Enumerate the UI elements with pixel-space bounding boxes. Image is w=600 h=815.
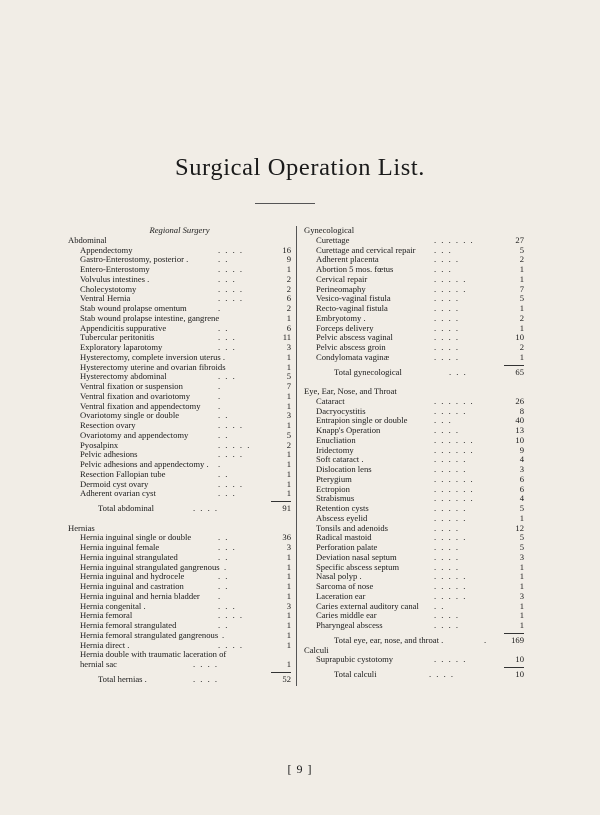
item-label: Entero-Enterostomy: [80, 264, 150, 274]
leader-dots: .: [218, 590, 222, 601]
item-label: Hernia inguinal single or double: [80, 532, 192, 543]
item-label: Adherent placenta: [316, 254, 379, 265]
item-label: Ventral Hernia: [80, 293, 131, 304]
item-label: Resection Fallopian tube: [80, 468, 166, 479]
leader-dots: . .: [218, 571, 229, 582]
item-label: Nasal polyp .: [316, 571, 362, 582]
leader-dots: . . . . .: [434, 454, 467, 465]
item-label: Recto-vaginal fistula: [316, 303, 388, 313]
item-label: Dislocation lens: [316, 464, 372, 474]
item-count: 13: [515, 425, 524, 435]
leader-dots: . . . .: [434, 342, 460, 352]
leader-dots: . . . .: [434, 522, 460, 533]
leader-dots: . . . .: [193, 673, 219, 684]
right-column: [304, 226, 524, 680]
item-count: 1: [286, 581, 291, 591]
item-label: Volvulus intestines .: [80, 273, 150, 284]
item-label: Sarcoma of nose: [316, 581, 374, 591]
item-label: Radical mastoid: [316, 532, 372, 543]
leader-dots: . .: [218, 254, 229, 265]
leader-dots: . . . .: [218, 293, 244, 304]
leader-dots: .: [222, 629, 226, 640]
item-label: Adherent ovarian cyst: [80, 488, 156, 499]
item-label: Hernia femoral strangulated: [80, 620, 177, 630]
leader-dots: . . . . .: [434, 273, 467, 284]
item-count: 10: [515, 434, 524, 445]
item-label: Deviation nasal septum: [316, 551, 397, 562]
item-count: 1: [286, 390, 291, 401]
leader-dots: . . .: [218, 600, 237, 611]
item-label: Retention cysts: [316, 503, 369, 513]
item-count: 16: [282, 244, 291, 255]
item-label: Appendicitis suppurative: [80, 322, 167, 333]
item-count: 3: [519, 551, 524, 562]
item-label: Hernia inguinal and hydrocele: [80, 571, 185, 582]
item-count: 3: [519, 590, 524, 601]
total-value: 169: [511, 634, 524, 645]
item-label: Knapp's Operation: [316, 425, 381, 435]
leader-dots: . . . .: [434, 312, 460, 323]
item-label: Suprapubic cystotomy: [316, 654, 394, 665]
item-label: Caries external auditory canal: [316, 600, 419, 611]
item-count: 11: [282, 332, 291, 343]
leader-dots: . . . .: [434, 551, 460, 562]
item-count: 4: [519, 454, 524, 465]
calculi-heading: Calculi: [304, 644, 329, 655]
left-column: [68, 226, 291, 685]
item-count: 1: [286, 639, 291, 650]
item-label: Abscess eyelid: [316, 512, 368, 523]
item-label: Cervical repair: [316, 273, 368, 284]
leader-dots: . . .: [434, 244, 453, 255]
leader-dots: . .: [218, 581, 229, 591]
leader-dots: . . . . . .: [434, 234, 475, 245]
leader-dots: . .: [218, 551, 229, 562]
leader-dots: . . . .: [429, 669, 455, 679]
leader-dots: . .: [218, 322, 229, 333]
leader-dots: . . . . . .: [434, 473, 475, 484]
item-label: Ovariotomy and appendectomy: [80, 429, 189, 440]
leader-dots: . . . . .: [434, 512, 467, 523]
item-count: 1: [286, 659, 291, 669]
leader-dots: . . . . .: [434, 283, 467, 294]
item-count: 6: [519, 473, 524, 484]
item-label: Cataract: [316, 395, 345, 406]
hernia-double-row-2: hernial sac . . . . 1: [80, 659, 291, 669]
leader-dots: . .: [218, 620, 229, 630]
leader-dots: . . . .: [434, 542, 460, 552]
list-item: [68, 489, 291, 499]
item-count: 40: [515, 415, 524, 426]
gynecological-list: [304, 236, 524, 363]
leader-dots: . . . . . .: [434, 493, 475, 504]
leader-dots: . . .: [434, 264, 453, 274]
item-label: Laceration ear: [316, 590, 366, 601]
leader-dots: . . .: [449, 366, 468, 377]
item-label: Abortion 5 mos. fœtus: [316, 264, 394, 274]
leader-dots: . . . . .: [218, 439, 251, 450]
item-label: Stab wound prolapse intestine, gangrene: [80, 312, 220, 323]
item-count: 5: [519, 532, 524, 543]
item-label: Caries middle ear: [316, 610, 377, 621]
item-label: Hernia inguinal strangulated: [80, 551, 178, 562]
page-title: Surgical Operation List.: [174, 154, 426, 181]
item-count: 5: [519, 503, 524, 513]
item-count: 9: [286, 254, 291, 265]
item-count: 1: [286, 590, 291, 601]
hernias-list: [68, 533, 291, 650]
title-divider: [255, 203, 315, 204]
leader-dots: . . . .: [434, 425, 460, 435]
leader-dots: .: [218, 400, 222, 411]
item-label: Pyosalpinx: [80, 439, 119, 450]
column-divider: [296, 226, 297, 686]
leader-dots: . . .: [434, 415, 453, 426]
item-count: 7: [286, 381, 291, 391]
leader-dots: . . . .: [434, 332, 460, 343]
leader-dots: . . . . .: [434, 581, 467, 591]
item-label: Hernia femoral strangulated gangrenous: [80, 629, 219, 640]
item-count: 1: [519, 322, 524, 333]
total-label: Total abdominal: [98, 503, 154, 513]
item-label: Hernia direct .: [80, 639, 130, 650]
item-label: Curettage: [316, 234, 350, 245]
item-count: 1: [286, 264, 291, 274]
item-count: 1: [519, 610, 524, 621]
item-count: 1: [286, 449, 291, 460]
list-item: [304, 353, 524, 363]
item-count: 1: [286, 420, 291, 430]
leader-dots: . . . .: [218, 478, 244, 489]
item-label: Stab wound prolapse omentum: [80, 303, 187, 313]
leader-dots: . . . .: [218, 610, 244, 621]
total-label: Total hernias .: [98, 673, 147, 684]
total-label: Total eye, ear, nose, and throat .: [334, 634, 444, 645]
item-label: Ovariotomy single or double: [80, 410, 180, 421]
leader-dots: .: [218, 303, 222, 313]
leader-dots: . .: [218, 429, 229, 440]
leader-dots: . . . .: [193, 659, 219, 669]
item-count: 12: [515, 522, 524, 533]
item-label: Tubercular peritonitis: [80, 332, 155, 343]
item-label: Pelvic abscess vaginal: [316, 332, 393, 343]
leader-dots: . . . . . .: [434, 483, 475, 494]
leader-dots: . . .: [218, 542, 237, 552]
calculi-total-row: [304, 670, 524, 680]
leader-dots: . . . .: [218, 420, 244, 430]
item-count: 1: [519, 512, 524, 523]
leader-dots: . . .: [218, 332, 237, 343]
item-label: Ventral fixation or suspension: [80, 381, 183, 391]
item-label: Tonsils and adenoids: [316, 522, 388, 533]
leader-dots: .: [224, 561, 228, 572]
leader-dots: .: [484, 634, 488, 645]
leader-dots: . . . .: [434, 322, 460, 333]
item-label: Dacryocystitis: [316, 405, 366, 416]
item-count: 2: [286, 439, 291, 450]
item-label: Ventral fixation and appendectomy: [80, 400, 201, 411]
leader-dots: . . . .: [434, 620, 460, 630]
item-count: 5: [519, 293, 524, 304]
leader-dots: . . . .: [193, 503, 219, 513]
item-count: 3: [286, 600, 291, 611]
leader-dots: .: [218, 390, 222, 401]
item-label: Condylomata vaginæ: [316, 351, 390, 362]
leader-dots: . .: [218, 468, 229, 479]
hernia-double-row-1: Hernia double with traumatic laceration of: [80, 649, 227, 660]
leader-dots: . . . . .: [434, 464, 467, 474]
leader-dots: . . . .: [434, 303, 460, 313]
eye-heading: Eye, Ear, Nose, and Throat: [304, 386, 397, 396]
abdominal-list: [68, 246, 291, 500]
item-label: Ventral fixation and ovariotomy: [80, 390, 191, 401]
item-count: 1: [286, 468, 291, 479]
item-label: Vesico-vaginal fistula: [316, 293, 391, 304]
item-count: 4: [519, 493, 524, 504]
leader-dots: . . .: [218, 371, 237, 382]
leader-dots: . . . . . .: [434, 434, 475, 445]
item-count: 1: [519, 351, 524, 362]
item-count: 6: [286, 322, 291, 333]
abdominal-total-row: [68, 504, 291, 514]
leader-dots: . .: [218, 410, 229, 421]
item-label: Hernia femoral: [80, 610, 133, 621]
leader-dots: . . . .: [434, 610, 460, 621]
page-number: [ 9 ]: [287, 762, 313, 776]
leader-dots: . . . .: [218, 283, 244, 294]
leader-dots: . . . .: [434, 254, 460, 265]
total-value: 65: [515, 366, 524, 377]
item-count: 3: [286, 542, 291, 552]
item-label: Hysterectomy abdominal: [80, 371, 167, 382]
leader-dots: . . . .: [218, 264, 244, 274]
total-label: Total gynecological: [334, 366, 402, 377]
item-label: Iridectomy: [316, 444, 354, 455]
item-count: 2: [519, 254, 524, 265]
item-count: 8: [519, 405, 524, 416]
item-count: 9: [519, 444, 524, 455]
leader-dots: . . . . .: [434, 571, 467, 582]
item-count: 1: [519, 620, 524, 630]
leader-dots: . . . .: [434, 561, 460, 572]
hernias-total-row: [68, 675, 291, 685]
item-label: Perforation palate: [316, 542, 378, 552]
item-count: 1: [286, 361, 291, 372]
item-count: 2: [519, 312, 524, 323]
item-label: Entrapion single or double: [316, 415, 408, 426]
item-count: 5: [286, 371, 291, 382]
total-value: 52: [282, 673, 291, 684]
item-count: 2: [286, 283, 291, 294]
item-label: Cholecystotomy: [80, 283, 137, 294]
item-count: 5: [286, 429, 291, 440]
leader-dots: . . . . .: [434, 405, 467, 416]
leader-dots: . . . . .: [434, 503, 467, 513]
leader-dots: . . . .: [218, 244, 244, 255]
item-count: 1: [286, 551, 291, 562]
item-label: Soft cataract .: [316, 454, 364, 465]
item-label: Dermoid cyst ovary: [80, 478, 149, 489]
leader-dots: . . . . . .: [434, 395, 475, 406]
item-label: Hernia inguinal and castration: [80, 581, 184, 591]
item-count: 3: [286, 410, 291, 421]
abdominal-heading: Abdominal: [68, 234, 107, 245]
gynecological-total-row: [304, 368, 524, 378]
item-count: 1: [286, 312, 291, 323]
item-count: 1: [286, 351, 291, 362]
leader-dots: . . . .: [218, 639, 244, 650]
list-item: [304, 621, 524, 631]
item-count: 1: [519, 303, 524, 313]
leader-dots: . . . . .: [434, 532, 467, 543]
item-count: 2: [286, 303, 291, 313]
leader-dots: . . . .: [218, 449, 244, 460]
item-count: 1: [519, 273, 524, 284]
item-label: Pterygium: [316, 473, 352, 484]
item-count: 6: [286, 293, 291, 304]
item-label: Appendectomy: [80, 244, 133, 255]
leader-dots: . .: [218, 532, 229, 543]
list-item: [304, 655, 524, 665]
leader-dots: .: [218, 459, 222, 469]
item-count: 5: [519, 244, 524, 255]
item-label: Pharyngeal abscess: [316, 620, 383, 630]
item-label: Hysterectomy uterine and ovarian fibroids: [80, 361, 226, 372]
item-count: 1: [286, 610, 291, 621]
item-count: 5: [519, 542, 524, 552]
item-count: 1: [519, 581, 524, 591]
item-count: 1: [519, 561, 524, 572]
eye-total-row: [304, 636, 524, 646]
item-count: 1: [286, 561, 291, 572]
eye-list: [304, 397, 524, 631]
total-label: Total calculi: [334, 669, 377, 679]
item-count: 1: [286, 400, 291, 411]
item-count: 1: [519, 600, 524, 611]
item-label: Perineomaphy: [316, 283, 366, 294]
total-value: 91: [282, 503, 291, 513]
item-label: Resection ovary: [80, 420, 136, 430]
item-label: Pelvic adhesions and appendectomy .: [80, 459, 209, 469]
item-label: Hernia inguinal strangulated gangrenous: [80, 561, 220, 572]
item-label: Hernia congenital .: [80, 600, 146, 611]
item-label: Specific abscess septum: [316, 561, 400, 572]
calculi-list: [304, 655, 524, 665]
item-label: Enucliation: [316, 434, 356, 445]
item-label: Exploratory laparotomy: [80, 342, 163, 352]
item-label: Embryotomy .: [316, 312, 366, 323]
item-count: 1: [286, 488, 291, 499]
item-label: Forceps delivery: [316, 322, 374, 333]
item-count: 2: [286, 273, 291, 284]
item-count: 1: [286, 571, 291, 582]
leader-dots: . . .: [218, 488, 237, 499]
item-count: 36: [282, 532, 291, 543]
item-label: Pelvic adhesions: [80, 449, 138, 460]
item-count: 1: [286, 620, 291, 630]
leader-dots: . . . . . .: [434, 444, 475, 455]
item-count: 1: [519, 571, 524, 582]
leader-dots: . . . . .: [434, 590, 467, 601]
item-label: Pelvic abscess groin: [316, 342, 386, 352]
item-count: 10: [515, 332, 524, 343]
hernias-heading: Hernias: [68, 522, 95, 533]
item-label: Curettage and cervical repair: [316, 244, 416, 255]
item-label: Hysterectomy, complete inversion uterus .: [80, 351, 226, 362]
item-count: 1: [519, 264, 524, 274]
item-count: 26: [515, 395, 524, 406]
regional-surgery-heading: Regional Surgery: [149, 225, 210, 235]
item-count: 27: [515, 234, 524, 245]
item-count: 1: [286, 459, 291, 469]
leader-dots: . . .: [218, 342, 237, 352]
total-value: 10: [515, 669, 524, 679]
gynecological-heading: Gynecological: [304, 225, 355, 235]
item-count: 1: [286, 478, 291, 489]
leader-dots: . . .: [218, 273, 237, 284]
leader-dots: .: [218, 381, 222, 391]
leader-dots: . .: [434, 600, 445, 611]
item-count: 6: [519, 483, 524, 494]
item-label: Hernia inguinal female: [80, 542, 160, 552]
item-count: 7: [519, 283, 524, 294]
item-count: 1: [286, 629, 291, 640]
leader-dots: . . . . .: [434, 654, 467, 665]
item-label: Gastro-Enterostomy, posterior .: [80, 254, 189, 265]
item-count: 3: [519, 464, 524, 474]
item-count: 10: [515, 654, 524, 665]
item-label: Ectropion: [316, 483, 350, 494]
item-count: 3: [286, 342, 291, 352]
item-label: Hernia inguinal and hernia bladder: [80, 590, 200, 601]
item-label: Strabismus: [316, 493, 355, 504]
leader-dots: . . . .: [434, 293, 460, 304]
leader-dots: . . . .: [434, 351, 460, 362]
item-count: 2: [519, 342, 524, 352]
